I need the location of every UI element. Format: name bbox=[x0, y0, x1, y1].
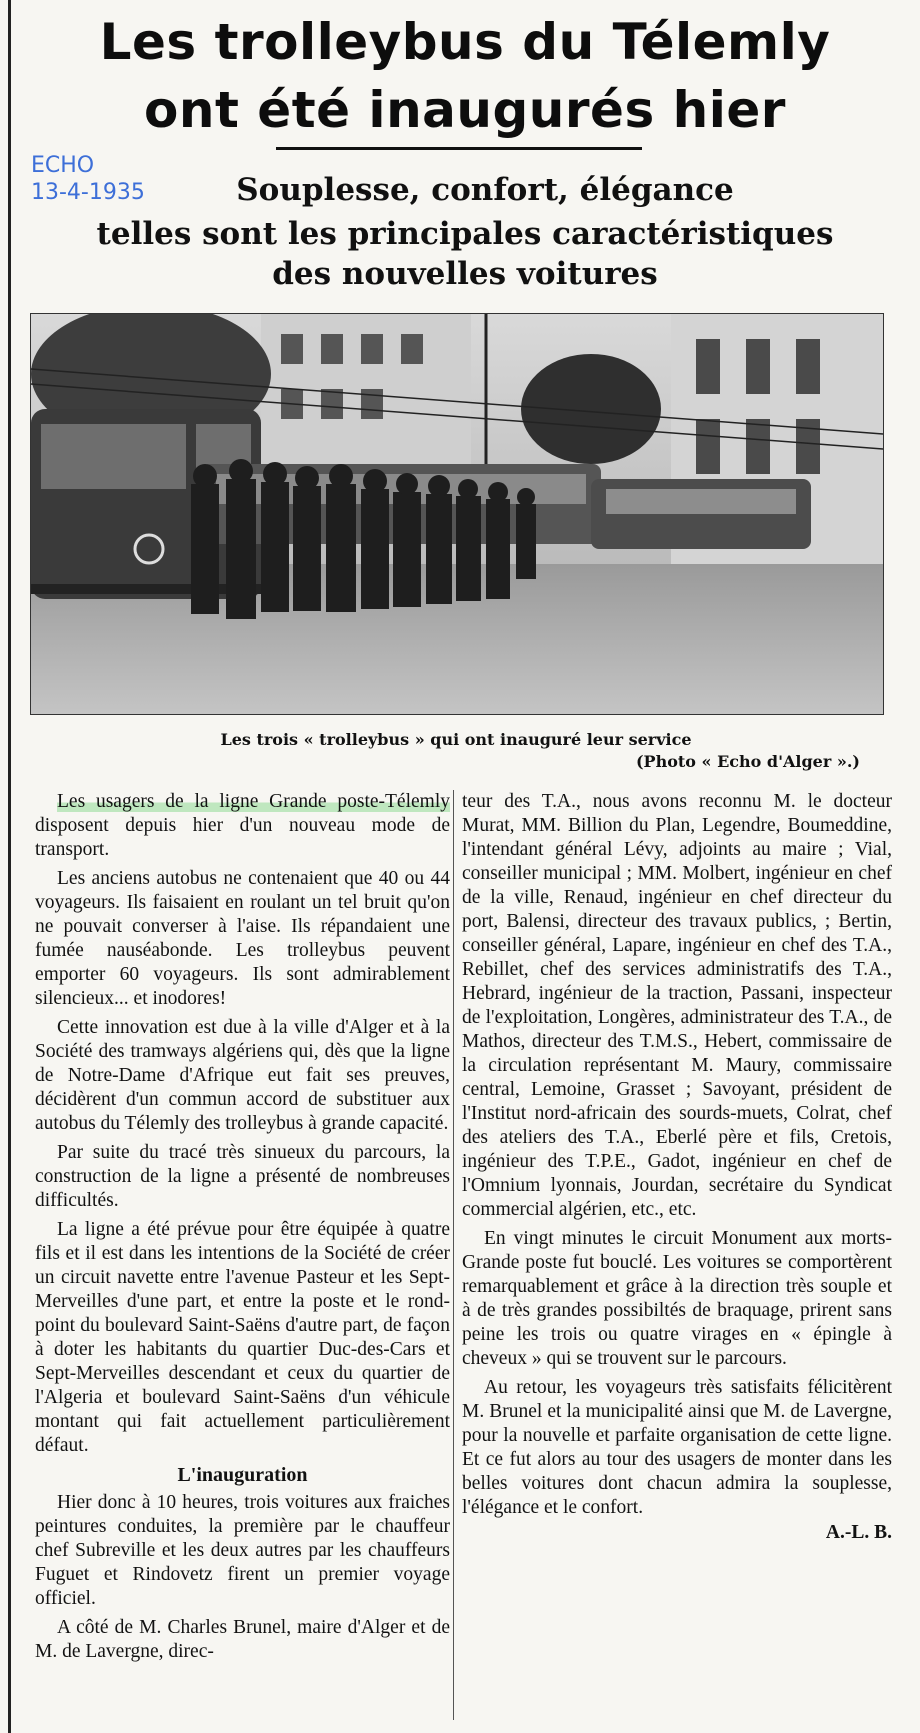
column-divider bbox=[453, 790, 454, 1720]
article-column-right bbox=[462, 790, 892, 1550]
headline-line-2: ont été inaugurés hier bbox=[144, 81, 786, 139]
subheadline-line-2: telles sont les principales caractéristiques bbox=[96, 216, 834, 252]
page-edge-rule bbox=[8, 0, 11, 1733]
paragraph: Au retour, les voyageurs très satisfaits félicitèrent M. Brunel et la municipalité ainsi que M. de Lavergne, pour la nouvelle et parfaite organisation de cette ligne. Et ce fut alors au tour des usagers de monter dans les belles voitures dont chacun admira la souplesse, l'élégance et le confort. bbox=[462, 1377, 892, 1518]
photo-caption: Les trois « trolleybus » qui ont inauguré leur service bbox=[220, 730, 692, 749]
subheadline-line-1: Souplesse, confort, élégance bbox=[236, 172, 734, 208]
paragraph-text: disposent depuis hier d'un nouveau mode de transport. bbox=[35, 815, 450, 860]
article-column-left bbox=[35, 790, 450, 1669]
paragraph: Les anciens autobus ne contenaient que 40 ou 44 voyageurs. Ils faisaient en roulant un tel bruit qu'on ne pouvait converser à l'aise. Ils répandaient une fumée nauséabonde. Les trolleybus peuvent emporter 60 voyageurs. Ils sont admirablement silencieux... et inodores! bbox=[35, 868, 450, 1009]
source-stamp-paper: ECHO bbox=[31, 153, 95, 178]
paragraph: La ligne a été prévue pour être équipée à quatre fils et il est dans les intentions de la Société de créer un circuit navette entre l'avenue Pasteur et les Sept-Merveilles d'une part, et entre la poste et le rond-point du boulevard Saint-Saëns d'autre part, de façon à doter les habitants du quartier Duc-des-Cars et Sept-Merveilles descendant et ceux du quartier de l'Algeria et boulevard Saint-Saëns d'un véhicule montant qui fait actuellement particulièrement défaut. bbox=[35, 1219, 450, 1456]
author-signature: A.-L. B. bbox=[825, 1522, 892, 1543]
source-stamp-date: 13-4-1935 bbox=[31, 180, 145, 205]
paragraph: teur des T.A., nous avons reconnu M. le docteur Murat, MM. Billion du Plan, Legendre, Boumeddine, l'intendant général Lévy, adjoints au maire ; Vial, conseiller municipal ; MM. Molbert, ingénieur en chef de la ville, Renaud, ingénieur en chef directeur du port, Balensi, directeur des travaux publics, ; Bertin, conseiller général, Lapare, ingénieur en chef des T.A., Rebillet, chef des services administratifs des T.A., Hebrard, ingénieur de la traction, Passani, inspecteur de l'exploitation, Longères, administrateur des T.A., de Mathos, directeur des T.M.S., Hebert, commissaire de la circulation représentant M. Maury, commissaire central, Lemoine, Grasset ; Savoyant, président de l'Institut nord-africain des sourds-muets, Colrat, chef des ateliers des T.A., Eberlé père et fils, Cretois, ingénieur des T.P.E., Gadot, ingénieur en chef de l'Omnium lyonnais, Jourdan, secrétaire du Syndicat commercial algérien, etc., etc. bbox=[462, 791, 892, 1220]
paragraph: A côté de M. Charles Brunel, maire d'Alger et de M. de Lavergne, direc- bbox=[35, 1617, 450, 1662]
photo-credit: (Photo « Echo d'Alger ».) bbox=[635, 752, 860, 771]
highlighted-text: Les usagers de la ligne Grande poste-Télemly bbox=[57, 791, 450, 812]
section-subheading: L'inauguration bbox=[177, 1464, 308, 1486]
trolleybus-photo bbox=[30, 313, 884, 715]
paragraph: En vingt minutes le circuit Monument aux morts-Grande poste fut bouclé. Les voitures se comportèrent remarquablement et grâce à la direction très souple et à de très grandes possibiltés de braquage, prirent sans peine les trois ou quatre virages en « épingle à cheveux » qui se trouvent sur le parcours. bbox=[462, 1228, 892, 1369]
subheadline-line-3: des nouvelles voitures bbox=[272, 256, 658, 292]
headline-line-1: Les trolleybus du Télemly bbox=[99, 13, 831, 71]
headline-divider bbox=[276, 147, 642, 150]
paragraph: Hier donc à 10 heures, trois voitures aux fraiches peintures conduites, la première par le chauffeur chef Subreville et les deux autres par les chauffeurs Fuguet et Rindovetz firent un premier voyage officiel. bbox=[35, 1492, 450, 1609]
paragraph: Par suite du tracé très sinueux du parcours, la construction de la ligne a présenté de nombreuses difficultés. bbox=[35, 1142, 450, 1211]
paragraph bbox=[35, 790, 450, 862]
paragraph: Cette innovation est due à la ville d'Alger et à la Société des tramways algériens qui, dès que la ligne de Notre-Dame d'Afrique eut fait ses preuves, décidèrent d'un commun accord de substituer aux autobus du Télemly des trolleybus à grande capacité. bbox=[35, 1017, 450, 1134]
trolleybus-photo-illustration bbox=[31, 314, 883, 714]
